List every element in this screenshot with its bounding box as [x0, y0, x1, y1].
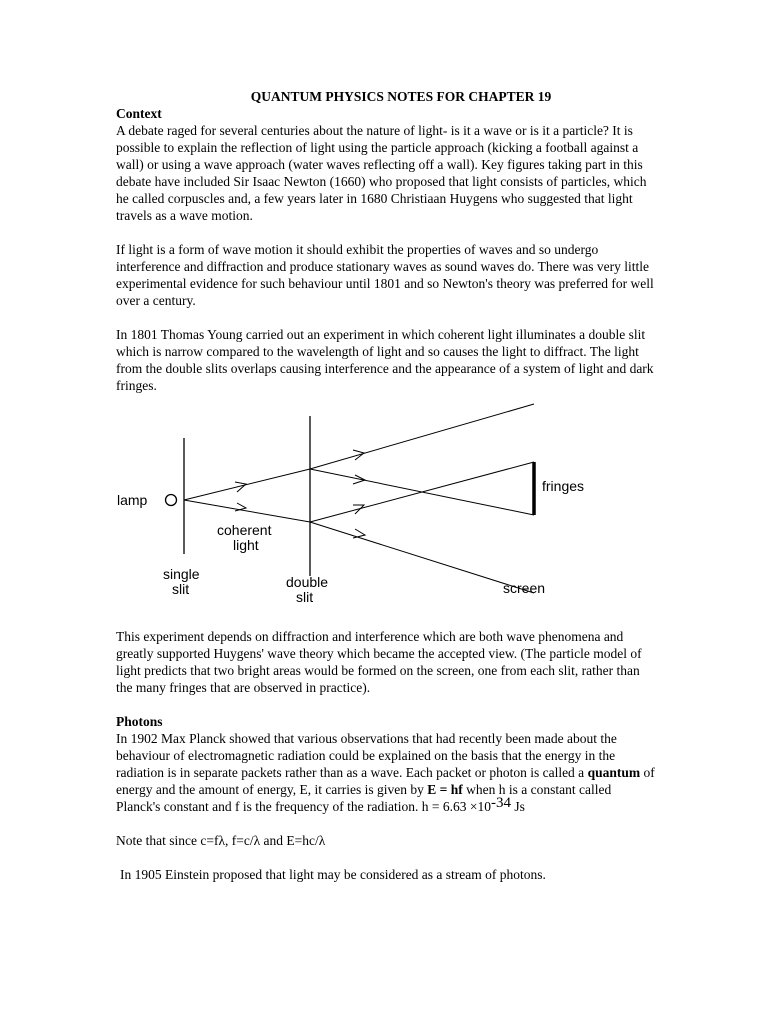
- double-label: double: [286, 574, 329, 590]
- einstein-paragraph: In 1905 Einstein proposed that light may be considered as a stream of photons.: [120, 867, 546, 882]
- single-slit-label: slit: [172, 581, 190, 597]
- wavelength-note: Note that since c=fλ, f=c/λ and E=hc/λ: [116, 833, 326, 848]
- photons-heading: Photons: [116, 714, 163, 729]
- photons-paragraph: In 1902 Max Planck showed that various observations that had recently been made about the behaviour of electromagnetic radiation could be explained on the basis that the energy in the radiation is in separate packets rather than as a wave. Each packet or photon is called a quantum of energy and the amount of energy, E, it carries is given by E = hf when h is a constant called Planck's constant and f is the frequency of the radiation. $h = 6.63 \times 10^{-34}$ Js: [116, 731, 655, 814]
- arrow-icon: [235, 503, 246, 511]
- single-label: single: [163, 566, 200, 582]
- ray: [184, 500, 310, 522]
- lamp-label: lamp: [117, 492, 148, 508]
- planck-exponent: -34: [490, 795, 511, 811]
- screen-label: screen: [503, 580, 546, 596]
- context-paragraph-3: In 1801 Thomas Young carried out an experiment in which coherent light illuminates a double slit which is narrow compared to the wavelength of light and so causes the light to diffract. The light from the double slits overlaps causing interference and the appearance of a system of light and dark fringes.: [116, 327, 654, 393]
- ray: [310, 522, 534, 593]
- lamp-circle: [166, 495, 177, 506]
- fringes-label: fringes: [542, 478, 585, 494]
- double-slit-label: slit: [296, 589, 314, 605]
- ray: [184, 469, 310, 500]
- ray: [310, 462, 534, 522]
- context-heading: Context: [116, 106, 162, 121]
- experiment-paragraph: This experiment depends on diffraction and interference which are both wave phenomena and greatly supported Huygens' wave theory which became the accepted view. (The particle model of light predicts that two bright areas would be formed on the screen, one from each slit, rather than the many fringes that are observed in practice).: [116, 629, 642, 695]
- context-paragraph-1: A debate raged for several centuries about the nature of light- is it a wave or is it a particle? It is possible to explain the reflection of light using the particle approach (kicking a football against a wall) or using a wave approach (water waves reflecting off a wall). Key figures taking part in this debate have included Sir Isaac Newton (1660) who proposed that light consists of particles, which he called corpuscles and, a few years later in 1680 Christiaan Huygens who suggested that light travels as a wave motion.: [116, 123, 647, 223]
- double-slit-diagram: [110, 404, 585, 614]
- ray: [310, 404, 534, 469]
- energy-formula: E = hf: [427, 782, 463, 797]
- document-content: [116, 88, 656, 883]
- coherent-label: coherent: [217, 522, 272, 538]
- context-paragraph-2: If light is a form of wave motion it should exhibit the properties of waves and so undergo interference and diffraction and produce stationary waves as sound waves do. There was very little experimental evidence for such behaviour until 1801 and so Newton's theory was preferred for well over a century.: [116, 242, 654, 308]
- document-title: QUANTUM PHYSICS NOTES FOR CHAPTER 19: [250, 89, 552, 104]
- quantum-term: quantum: [587, 765, 641, 780]
- light-label: light: [233, 537, 259, 553]
